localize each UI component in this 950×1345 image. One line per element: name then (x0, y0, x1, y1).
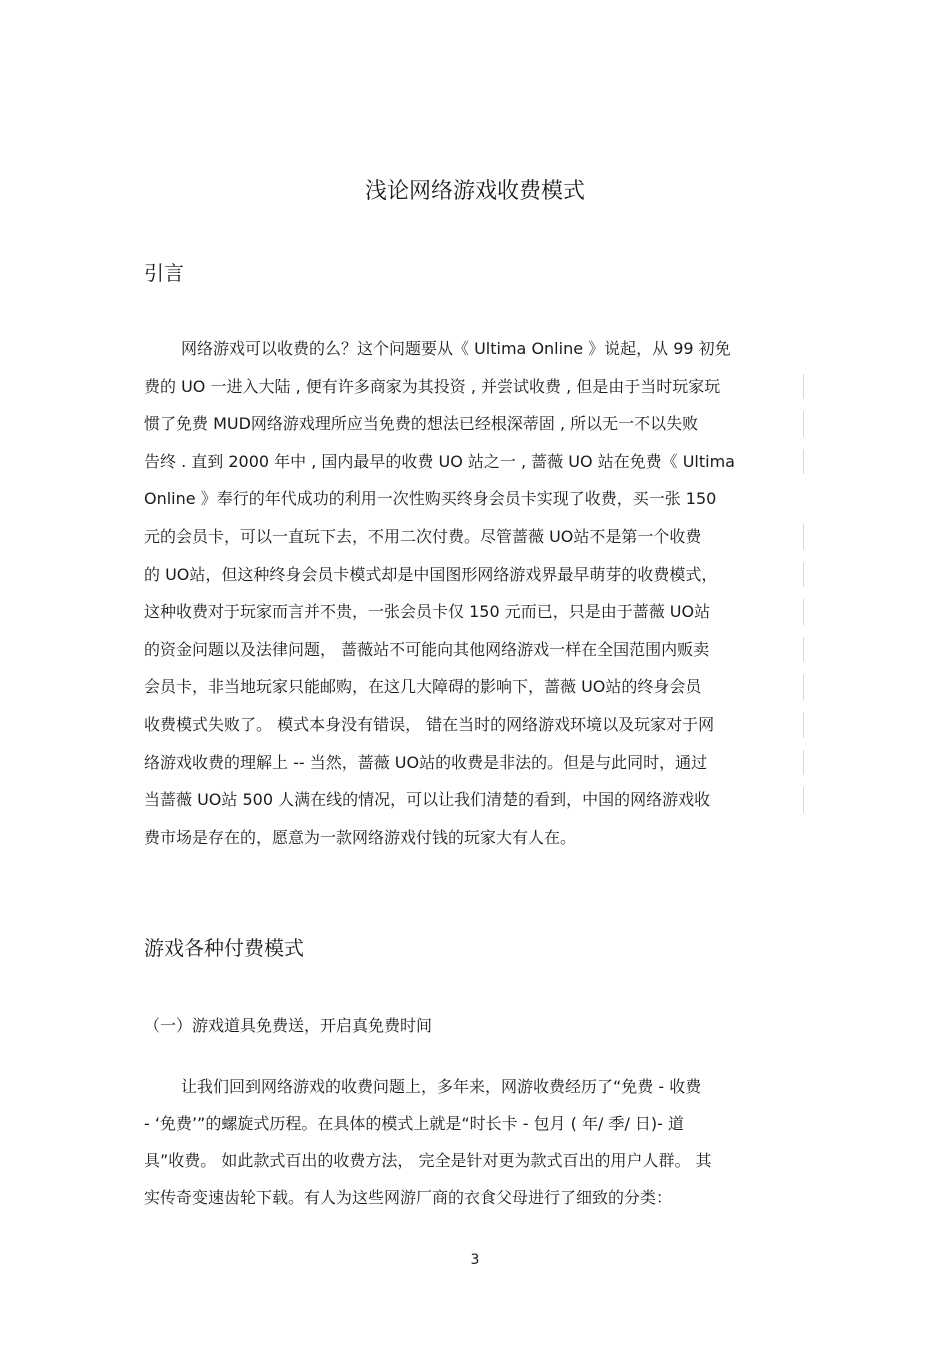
intro-paragraph (144, 330, 808, 856)
modes-line-2: - ‘免费’”的螺旋式历程。在具体的模式上就是“时长卡 - 包月 ( 年/ 季/ 日)- 道 (144, 1114, 685, 1133)
intro-line-3: 惯了免费 MUD网络游戏理所应当免费的想法已经根深蒂固 , 所以无一不以失败 (144, 405, 808, 443)
intro-line-12: 络游戏收费的理解上 -- 当然，蔷薇 UO站的收费是非法的。但是与此同时，通过 (144, 744, 808, 782)
modes-line-4: 实传奇变速齿轮下载。有人为这些网游厂商的衣食父母进行了细致的分类： (144, 1188, 673, 1207)
subsection-heading-free-items: （一）游戏道具免费送，开启真免费时间 (144, 1016, 433, 1035)
intro-line-5: Online 》奉行的年代成功的利用一次性购买终身会员卡实现了收费，买一张 150 (144, 489, 717, 509)
intro-line-4: 告终 . 直到 2000 年中 , 国内最早的收费 UO 站之一 , 蔷薇 UO 站在免费《 Ultima (144, 443, 808, 481)
section-heading-modes: 游戏各种付费模式 (144, 936, 304, 960)
intro-line-1: 网络游戏可以收费的么？这个问题要从《 Ultima Online 》说起，从 99 初免 (181, 339, 731, 358)
page-number: 3 (470, 1252, 480, 1268)
modes-line-1: 让我们回到网络游戏的收费问题上，多年来，网游收费经历了“免费 - 收费 (181, 1077, 702, 1096)
intro-line-11: 收费模式失败了。 模式本身没有错误， 错在当时的网络游戏环境以及玩家对于网 (144, 706, 808, 744)
intro-line-9: 的资金问题以及法律问题， 蔷薇站不可能向其他网络游戏一样在全国范围内贩卖 (144, 631, 808, 669)
intro-line-13: 当蔷薇 UO站 500 人满在线的情况，可以让我们清楚的看到，中国的网络游戏收 (144, 781, 808, 819)
intro-line-14: 费市场是存在的，愿意为一款网络游戏付钱的玩家大有人在。 (144, 827, 577, 847)
intro-line-8: 这种收费对于玩家而言并不贵，一张会员卡仅 150 元而已，只是由于蔷薇 UO站 (144, 593, 808, 631)
document-title: 浅论网络游戏收费模式 (364, 179, 585, 204)
intro-line-10: 会员卡，非当地玩家只能邮购，在这几大障碍的影响下，蔷薇 UO站的终身会员 (144, 668, 808, 706)
modes-line-3: 具”收费。 如此款式百出的收费方法， 完全是针对更为款式百出的用户人群。 其 (144, 1151, 712, 1170)
modes-paragraph (144, 1068, 808, 1216)
intro-line-7: 的 UO站，但这种终身会员卡模式却是中国图形网络游戏界最早萌芽的收费模式， (144, 556, 808, 594)
section-heading-intro: 引言 (144, 261, 184, 285)
intro-line-6: 元的会员卡，可以一直玩下去，不用二次付费。尽管蔷薇 UO站不是第一个收费 (144, 518, 808, 556)
intro-line-2: 费的 UO 一进入大陆 , 便有许多商家为其投资 , 并尝试收费 , 但是由于当时玩家玩 (144, 368, 808, 406)
